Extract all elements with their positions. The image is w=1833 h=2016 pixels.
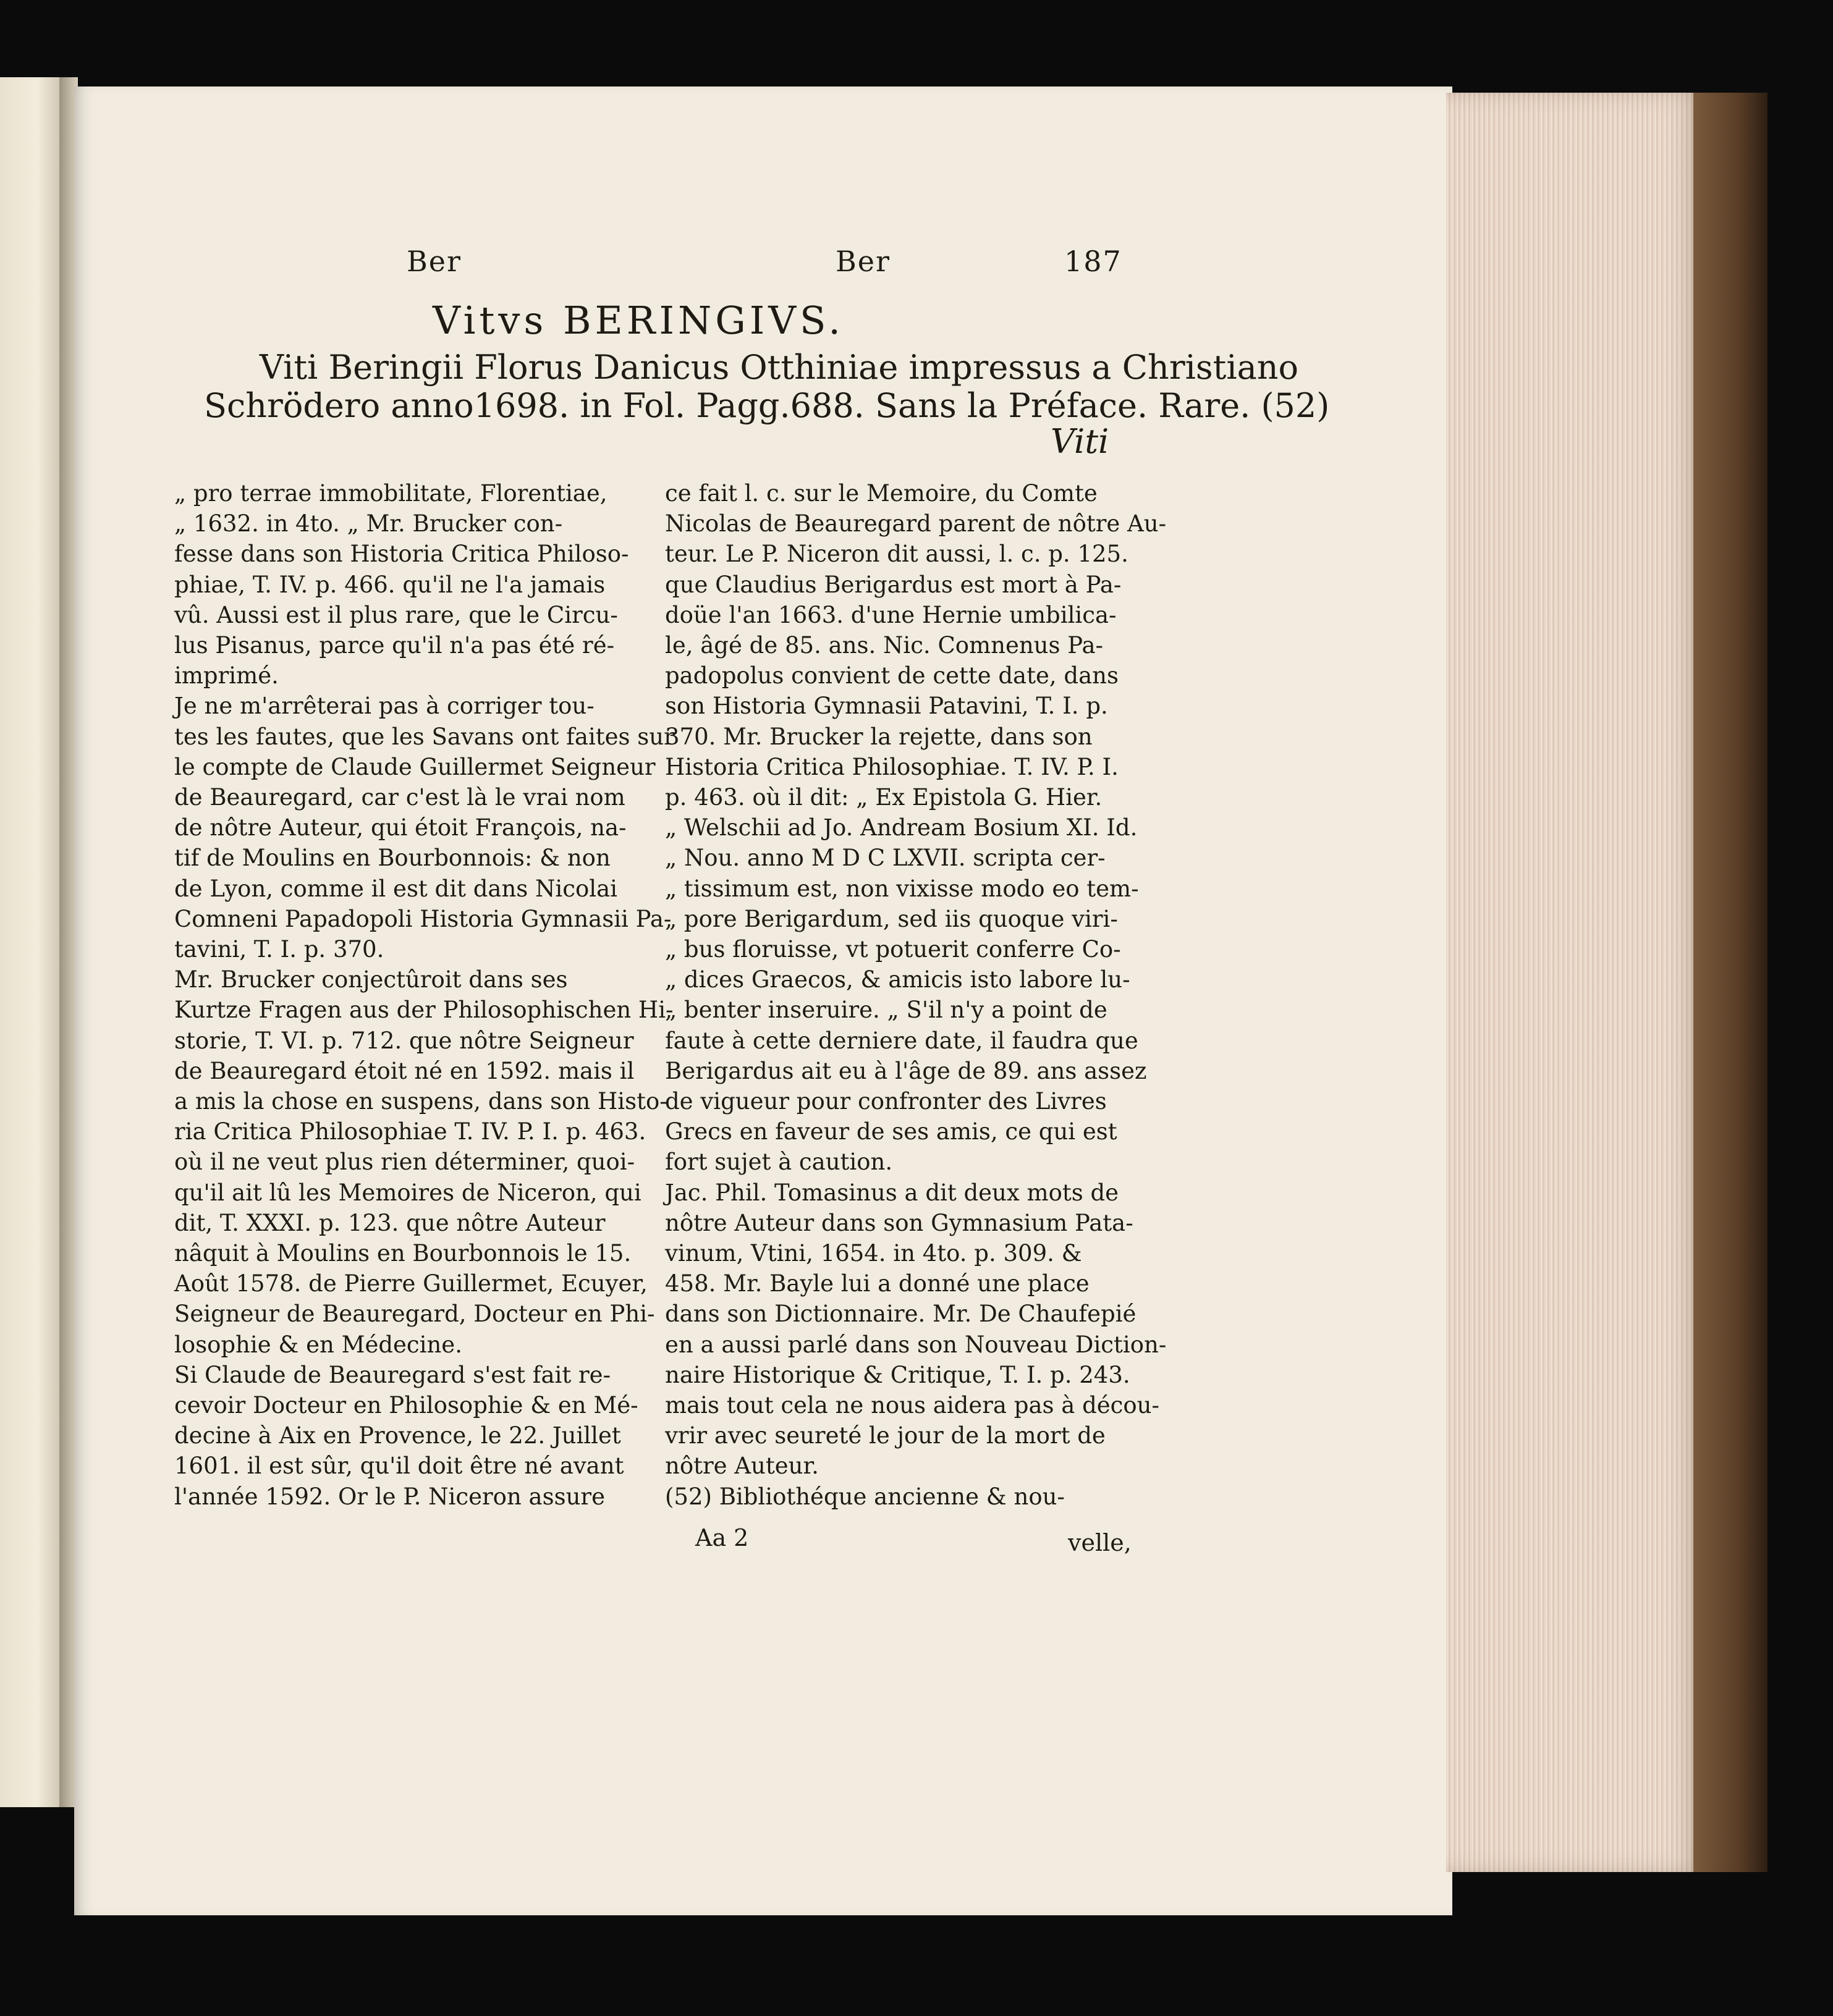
- text-line: lus Pisanus, parce qu'il n'a pas été ré-: [174, 632, 615, 659]
- text-line: Seigneur de Beauregard, Docteur en Phi-: [174, 1301, 655, 1328]
- previous-page-edge: [0, 77, 62, 1807]
- text-line: phiae, T. IV. p. 466. qu'il ne l'a jamais: [174, 571, 606, 598]
- text-line: faute à cette derniere date, il faudra que: [665, 1027, 1138, 1054]
- text-line: „ dices Graecos, & amicis isto labore lu-: [665, 966, 1130, 993]
- entry-title: Vitvs BERINGIVS.: [433, 298, 844, 343]
- text-line: „ benter inseruire. „ S'il n'y a point de: [665, 997, 1107, 1024]
- text-line: decine à Aix en Provence, le 22. Juillet: [174, 1422, 621, 1449]
- book-cover-edge: [1693, 93, 1767, 1872]
- text-line: le compte de Claude Guillermet Seigneur: [174, 753, 656, 780]
- text-line: fesse dans son Historia Critica Philoso-: [174, 541, 629, 568]
- subtitle-line-2: Schrödero anno1698. in Fol. Pagg.688. Sans la Préface. Rare. (52): [204, 386, 1330, 425]
- running-head-center: Ber: [836, 245, 891, 278]
- text-line: de vigueur pour confronter des Livres: [665, 1088, 1107, 1115]
- text-line: que Claudius Berigardus est mort à Pa-: [665, 571, 1122, 598]
- text-line: 1601. il est sûr, qu'il doit être né avant: [174, 1453, 624, 1480]
- text-line: „ pro terrae immobilitate, Florentiae,: [174, 480, 607, 507]
- text-line: p. 463. où il dit: „ Ex Epistola G. Hier.: [665, 784, 1103, 811]
- text-line: ria Critica Philosophiae T. IV. P. I. p. 463.: [174, 1118, 646, 1145]
- right-column: [665, 480, 1167, 1532]
- text-line: en a aussi parlé dans son Nouveau Diction-: [665, 1331, 1167, 1358]
- text-line: nâquit à Moulins en Bourbonnois le 15.: [174, 1240, 632, 1267]
- text-line: „ Nou. anno M D C LXVII. scripta cer-: [665, 845, 1106, 872]
- text-line: Historia Critica Philosophiae. T. IV. P. I.: [665, 753, 1119, 780]
- text-line: qu'il ait lû les Memoires de Niceron, qui: [174, 1179, 641, 1206]
- text-line: de Beauregard étoit né en 1592. mais il: [174, 1057, 635, 1084]
- text-line: Août 1578. de Pierre Guillermet, Ecuyer,: [174, 1270, 648, 1297]
- text-line: vû. Aussi est il plus rare, que le Circu-: [174, 601, 618, 628]
- text-line: Jac. Phil. Tomasinus a dit deux mots de: [665, 1179, 1119, 1206]
- text-line: cevoir Docteur en Philosophie & en Mé-: [174, 1392, 638, 1419]
- text-line: Comneni Papadopoli Historia Gymnasii Pa-: [174, 905, 672, 932]
- text-line: Si Claude de Beauregard s'est fait re-: [174, 1361, 611, 1388]
- text-line: mais tout cela ne nous aidera pas à décou-: [665, 1392, 1159, 1419]
- text-line: „ Welschii ad Jo. Andream Bosium XI. Id.: [665, 814, 1138, 841]
- text-line: storie, T. VI. p. 712. que nôtre Seigneur: [174, 1027, 634, 1054]
- subtitle-line-1: Viti Beringii Florus Danicus Otthiniae impressus a Christiano: [260, 348, 1299, 387]
- text-line: Grecs en faveur de ses amis, ce qui est: [665, 1118, 1117, 1145]
- signature-mark: Aa 2: [695, 1524, 749, 1551]
- text-line: Kurtze Fragen aus der Philosophischen Hi-: [174, 997, 674, 1024]
- text-line: son Historia Gymnasii Patavini, T. I. p.: [665, 693, 1108, 720]
- text-line: de Lyon, comme il est dit dans Nicolai: [174, 875, 617, 902]
- text-line: nôtre Auteur dans son Gymnasium Pata-: [665, 1209, 1133, 1236]
- text-line: Berigardus ait eu à l'âge de 89. ans assez: [665, 1057, 1147, 1084]
- text-line: „ bus floruisse, vt potuerit conferre Co-: [665, 936, 1121, 963]
- text-line: (52) Bibliothéque ancienne & nou-: [665, 1483, 1065, 1510]
- text-line: tif de Moulins en Bourbonnois: & non: [174, 845, 611, 872]
- text-line: imprimé.: [174, 662, 279, 690]
- text-line: de nôtre Auteur, qui étoit François, na-: [174, 814, 627, 841]
- text-line: le, âgé de 85. ans. Nic. Comnenus Pa-: [665, 632, 1104, 659]
- text-line: „ pore Berigardum, sed iis quoque viri-: [665, 905, 1118, 932]
- running-head-left: Ber: [407, 245, 462, 278]
- text-line: vrir avec seureté le jour de la mort de: [665, 1422, 1106, 1449]
- text-line: padopolus convient de cette date, dans: [665, 662, 1119, 690]
- text-line: Nicolas de Beauregard parent de nôtre Au-: [665, 510, 1167, 538]
- text-line: 370. Mr. Brucker la rejette, dans son: [665, 723, 1093, 750]
- text-line: teur. Le P. Niceron dit aussi, l. c. p. 125.: [665, 541, 1128, 568]
- text-line: a mis la chose en suspens, dans son Histo-: [174, 1088, 667, 1115]
- text-line: dans son Dictionnaire. Mr. De Chaufepié: [665, 1301, 1137, 1328]
- text-line: l'année 1592. Or le P. Niceron assure: [174, 1483, 605, 1510]
- text-line: fort sujet à caution.: [665, 1149, 893, 1176]
- text-line: nôtre Auteur.: [665, 1453, 819, 1480]
- text-line: „ 1632. in 4to. „ Mr. Brucker con-: [174, 510, 563, 538]
- text-line: vinum, Vtini, 1654. in 4to. p. 309. &: [665, 1240, 1082, 1267]
- text-line: „ tissimum est, non vixisse modo eo tem-: [665, 875, 1139, 902]
- text-line: losophie & en Médecine.: [174, 1331, 462, 1358]
- text-line: ce fait l. c. sur le Memoire, du Comte: [665, 480, 1098, 507]
- text-line: doüe l'an 1663. d'une Hernie umbilica-: [665, 601, 1117, 628]
- text-line: Je ne m'arrêterai pas à corriger tou-: [174, 693, 595, 720]
- text-line: tes les fautes, que les Savans ont faites sur: [174, 723, 675, 750]
- text-line: tavini, T. I. p. 370.: [174, 936, 384, 963]
- text-line: Mr. Brucker conjectûroit dans ses: [174, 966, 568, 993]
- text-line: 458. Mr. Bayle lui a donné une place: [665, 1270, 1090, 1297]
- left-column: [174, 480, 675, 1532]
- text-line: naire Historique & Critique, T. I. p. 243.: [665, 1361, 1130, 1388]
- text-line: de Beauregard, car c'est là le vrai nom: [174, 784, 625, 811]
- catchword-top: Viti: [1051, 422, 1109, 461]
- page-number: 187: [1064, 245, 1122, 278]
- text-line: dit, T. XXXI. p. 123. que nôtre Auteur: [174, 1209, 606, 1236]
- page-edges: [1446, 93, 1706, 1872]
- catchword-bottom: velle,: [1068, 1529, 1132, 1556]
- text-line: où il ne veut plus rien déterminer, quoi-: [174, 1149, 635, 1176]
